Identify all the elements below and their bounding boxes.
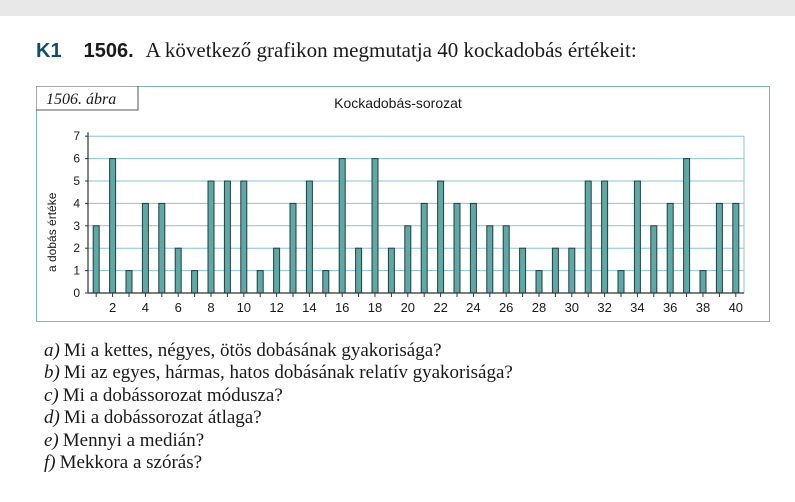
bar	[585, 181, 591, 293]
x-tick-label: 30	[564, 300, 580, 315]
x-tick-label: 10	[236, 300, 252, 315]
x-tick-label: 16	[334, 300, 350, 315]
bar	[372, 159, 378, 293]
question-a: a) Mi a kettes, négyes, ötös dobásának gyakorisága?	[44, 340, 442, 361]
y-tick-label: 2	[73, 241, 80, 256]
x-tick-label: 38	[695, 300, 711, 315]
bar	[175, 248, 181, 293]
bar	[634, 181, 640, 293]
bar	[487, 226, 493, 293]
x-tick-label: 12	[269, 300, 284, 315]
y-tick-label: 4	[73, 196, 80, 211]
bar	[159, 203, 165, 293]
bar	[290, 203, 296, 293]
exercise-text: A következő grafikon megmutatja 40 kockadobás értékeit:	[145, 38, 637, 62]
bar	[110, 159, 116, 293]
x-tick-label: 34	[630, 300, 645, 315]
question-f: f) Mekkora a szórás?	[44, 452, 203, 474]
bar	[274, 248, 280, 293]
bar	[421, 203, 427, 293]
y-tick-label: 5	[73, 174, 80, 188]
figure-label: 1506. ábra	[46, 91, 117, 108]
x-tick-label: 24	[466, 300, 481, 315]
bar	[356, 248, 362, 293]
question-e: e) Mennyi a medián?	[44, 429, 205, 451]
bar	[241, 181, 247, 293]
top-bar	[0, 0, 795, 16]
bar	[339, 159, 345, 293]
bar	[716, 203, 722, 293]
bar	[503, 226, 509, 293]
x-tick-label: 14	[302, 300, 317, 315]
bar	[700, 271, 706, 293]
bar	[684, 159, 690, 293]
bar	[667, 203, 673, 293]
bar	[306, 181, 312, 293]
y-tick-label: 7	[73, 129, 80, 144]
chart-title: Kockadobás-sorozat	[334, 95, 462, 111]
question-list	[44, 340, 744, 474]
question-d: d) Mi a dobássorozat átlaga?	[44, 407, 262, 429]
bar	[323, 271, 329, 293]
bar	[257, 271, 263, 293]
bar	[602, 181, 608, 293]
bar	[618, 271, 624, 293]
x-tick-label: 32	[597, 300, 612, 315]
bar	[388, 248, 394, 293]
y-tick-label: 0	[73, 286, 80, 300]
bar	[93, 226, 99, 293]
question-b: b) Mi az egyes, hármas, hatos dobásának relatív gyakorisága?	[44, 362, 513, 384]
bar	[733, 203, 739, 293]
bar	[208, 181, 214, 293]
x-tick-label: 26	[498, 300, 514, 315]
exercise-number: 1506.	[83, 40, 134, 62]
bar	[552, 248, 558, 293]
bar	[224, 181, 230, 293]
bar	[192, 271, 198, 293]
bar	[142, 203, 148, 293]
y-tick-label: 1	[73, 263, 80, 278]
bar	[405, 226, 411, 293]
exercise-heading	[36, 38, 637, 66]
x-tick-label: 4	[141, 300, 150, 315]
dice-chart	[36, 86, 770, 322]
bar	[470, 203, 476, 293]
bar	[651, 226, 657, 293]
x-tick-label: 2	[108, 300, 117, 315]
x-tick-label: 36	[662, 300, 678, 315]
bar	[454, 203, 460, 293]
bar	[536, 271, 542, 293]
x-tick-label: 20	[400, 300, 416, 315]
x-tick-label: 18	[367, 300, 383, 315]
x-tick-label: 40	[728, 300, 744, 315]
y-tick-label: 3	[73, 218, 80, 233]
bar	[569, 248, 575, 293]
bar	[438, 181, 444, 293]
y-axis-label: a dobás értéke	[45, 192, 59, 272]
bar	[126, 271, 132, 293]
difficulty-code: K1	[36, 40, 62, 62]
x-tick-label: 22	[433, 300, 448, 315]
bar	[520, 248, 526, 293]
y-tick-label: 6	[73, 151, 80, 166]
x-tick-label: 6	[174, 300, 182, 315]
x-tick-label: 8	[207, 300, 215, 315]
question-c: c) Mi a dobássorozat módusza?	[44, 384, 283, 406]
x-tick-label: 28	[531, 300, 547, 315]
